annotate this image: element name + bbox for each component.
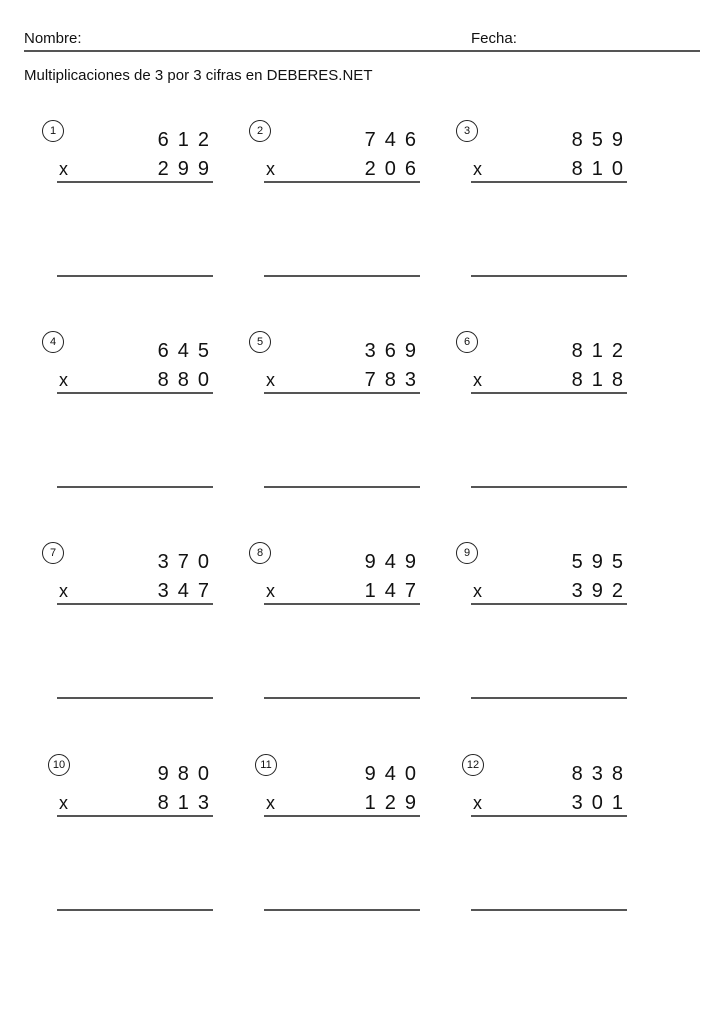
problem-number-badge: 3 [456,120,478,142]
multiplicand: 980 [157,763,218,785]
problem-10 [42,754,222,954]
multiplier: 129 [364,792,425,814]
worksheet-subtitle: Multiplicaciones de 3 por 3 cifras en DEBERES.NET [24,67,373,84]
times-sign: x [266,159,275,179]
multiplier: 301 [571,792,632,814]
multiplier: 299 [157,158,218,180]
operation-rule [471,181,627,183]
times-sign: x [473,793,482,813]
multiplier: 880 [157,369,218,391]
problem-3 [456,120,636,320]
multiplicand: 370 [157,551,218,573]
operation-rule [57,392,213,394]
answer-line [264,275,420,277]
multiplier: 347 [157,580,218,602]
problem-8 [249,542,429,742]
answer-line [471,486,627,488]
times-sign: x [473,581,482,601]
times-sign: x [59,159,68,179]
multiplier: 810 [571,158,632,180]
problem-5 [249,331,429,531]
problem-number-badge: 12 [462,754,484,776]
multiplicand: 746 [364,129,425,151]
problem-11 [249,754,429,954]
times-sign: x [473,159,482,179]
answer-line [264,909,420,911]
problem-1 [42,120,222,320]
answer-line [57,275,213,277]
problem-2 [249,120,429,320]
times-sign: x [473,370,482,390]
problem-9 [456,542,636,742]
operation-rule [264,603,420,605]
fecha-label: Fecha: [471,30,517,47]
times-sign: x [266,370,275,390]
operation-rule [57,815,213,817]
operation-rule [471,392,627,394]
multiplier: 818 [571,369,632,391]
multiplicand: 949 [364,551,425,573]
multiplier: 783 [364,369,425,391]
times-sign: x [59,370,68,390]
problem-4 [42,331,222,531]
answer-line [57,697,213,699]
multiplicand: 940 [364,763,425,785]
answer-line [471,697,627,699]
multiplicand: 369 [364,340,425,362]
operation-rule [471,815,627,817]
answer-line [471,909,627,911]
multiplier: 147 [364,580,425,602]
problem-number-badge: 5 [249,331,271,353]
problem-number-badge: 11 [255,754,277,776]
operation-rule [57,603,213,605]
times-sign: x [59,581,68,601]
problem-number-badge: 8 [249,542,271,564]
operation-rule [471,603,627,605]
operation-rule [57,181,213,183]
times-sign: x [266,581,275,601]
problem-number-badge: 1 [42,120,64,142]
answer-line [471,275,627,277]
multiplicand: 859 [571,129,632,151]
operation-rule [264,181,420,183]
problem-number-badge: 9 [456,542,478,564]
multiplicand: 838 [571,763,632,785]
problem-number-badge: 2 [249,120,271,142]
multiplicand: 812 [571,340,632,362]
multiplicand: 595 [571,551,632,573]
problem-number-badge: 6 [456,331,478,353]
problem-12 [456,754,636,954]
problem-number-badge: 10 [48,754,70,776]
multiplicand: 645 [157,340,218,362]
operation-rule [264,815,420,817]
multiplicand: 612 [157,129,218,151]
multiplier: 206 [364,158,425,180]
times-sign: x [59,793,68,813]
answer-line [264,697,420,699]
answer-line [57,909,213,911]
problem-7 [42,542,222,742]
nombre-label: Nombre: [24,30,82,47]
times-sign: x [266,793,275,813]
operation-rule [264,392,420,394]
problem-6 [456,331,636,531]
multiplier: 813 [157,792,218,814]
answer-line [57,486,213,488]
problem-number-badge: 7 [42,542,64,564]
answer-line [264,486,420,488]
problem-number-badge: 4 [42,331,64,353]
multiplier: 392 [571,580,632,602]
